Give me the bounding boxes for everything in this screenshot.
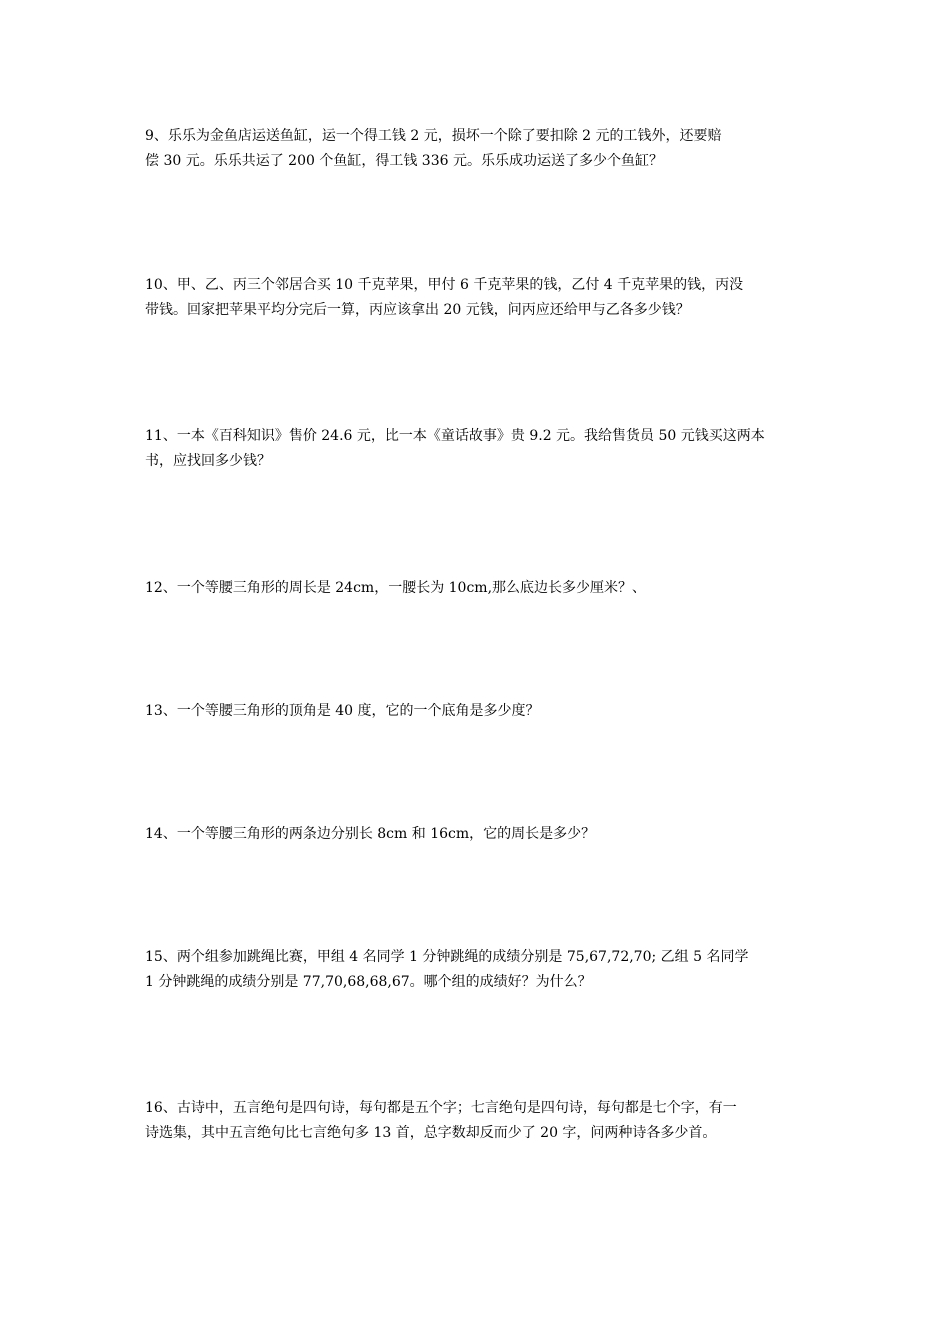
problem-13-line-1: 13、一个等腰三角形的顶角是 40 度，它的一个底角是多少度？ [145, 703, 540, 719]
problem-14-line-1: 14、一个等腰三角形的两条边分别长 8cm 和 16cm，它的周长是多少？ [145, 826, 596, 842]
problem-15-line-2: 1 分钟跳绳的成绩分别是 77,70,68,68,67。哪个组的成绩好？为什么？ [145, 974, 592, 990]
problem-12 [145, 576, 815, 601]
problem-11 [145, 424, 815, 474]
problem-10 [145, 273, 815, 323]
problem-11-line-1: 11、一本《百科知识》售价 24.6 元，比一本《童话故事》贵 9.2 元。我给售货员 50 元钱买这两本 [145, 428, 765, 444]
problem-9-line-1: 9、乐乐为金鱼店运送鱼缸，运一个得工钱 2 元，损坏一个除了要扣除 2 元的工钱外，还要赔 [145, 128, 722, 144]
problem-10-line-1: 10、甲、乙、丙三个邻居合买 10 千克苹果，甲付 6 千克苹果的钱，乙付 4 千克苹果的钱，丙没 [145, 277, 744, 293]
problem-15-line-1: 15、两个组参加跳绳比赛，甲组 4 名同学 1 分钟跳绳的成绩分别是 75,67,72,70; 乙组 5 名同学 [145, 949, 749, 965]
problem-9 [145, 124, 815, 174]
problem-11-line-2: 书，应找回多少钱？ [145, 453, 271, 469]
problem-15 [145, 945, 815, 995]
problem-16-line-1: 16、古诗中，五言绝句是四句诗，每句都是五个字；七言绝句是四句诗，每句都是七个字，有一 [145, 1100, 737, 1116]
problem-16-line-2: 诗选集，其中五言绝句比七言绝句多 13 首，总字数却反而少了 20 字，问两种诗各多少首。 [145, 1125, 717, 1141]
problem-10-line-2: 带钱。回家把苹果平均分完后一算，丙应该拿出 20 元钱，问丙应还给甲与乙各多少钱？ [145, 302, 690, 318]
problem-14 [145, 822, 815, 847]
problem-13 [145, 699, 815, 724]
problem-9-line-2: 偿 30 元。乐乐共运了 200 个鱼缸，得工钱 336 元。乐乐成功运送了多少个鱼缸？ [145, 153, 663, 169]
problem-12-line-1: 12、一个等腰三角形的周长是 24cm，一腰长为 10cm,那么底边长多少厘米？、 [145, 580, 647, 596]
problem-16 [145, 1096, 815, 1146]
